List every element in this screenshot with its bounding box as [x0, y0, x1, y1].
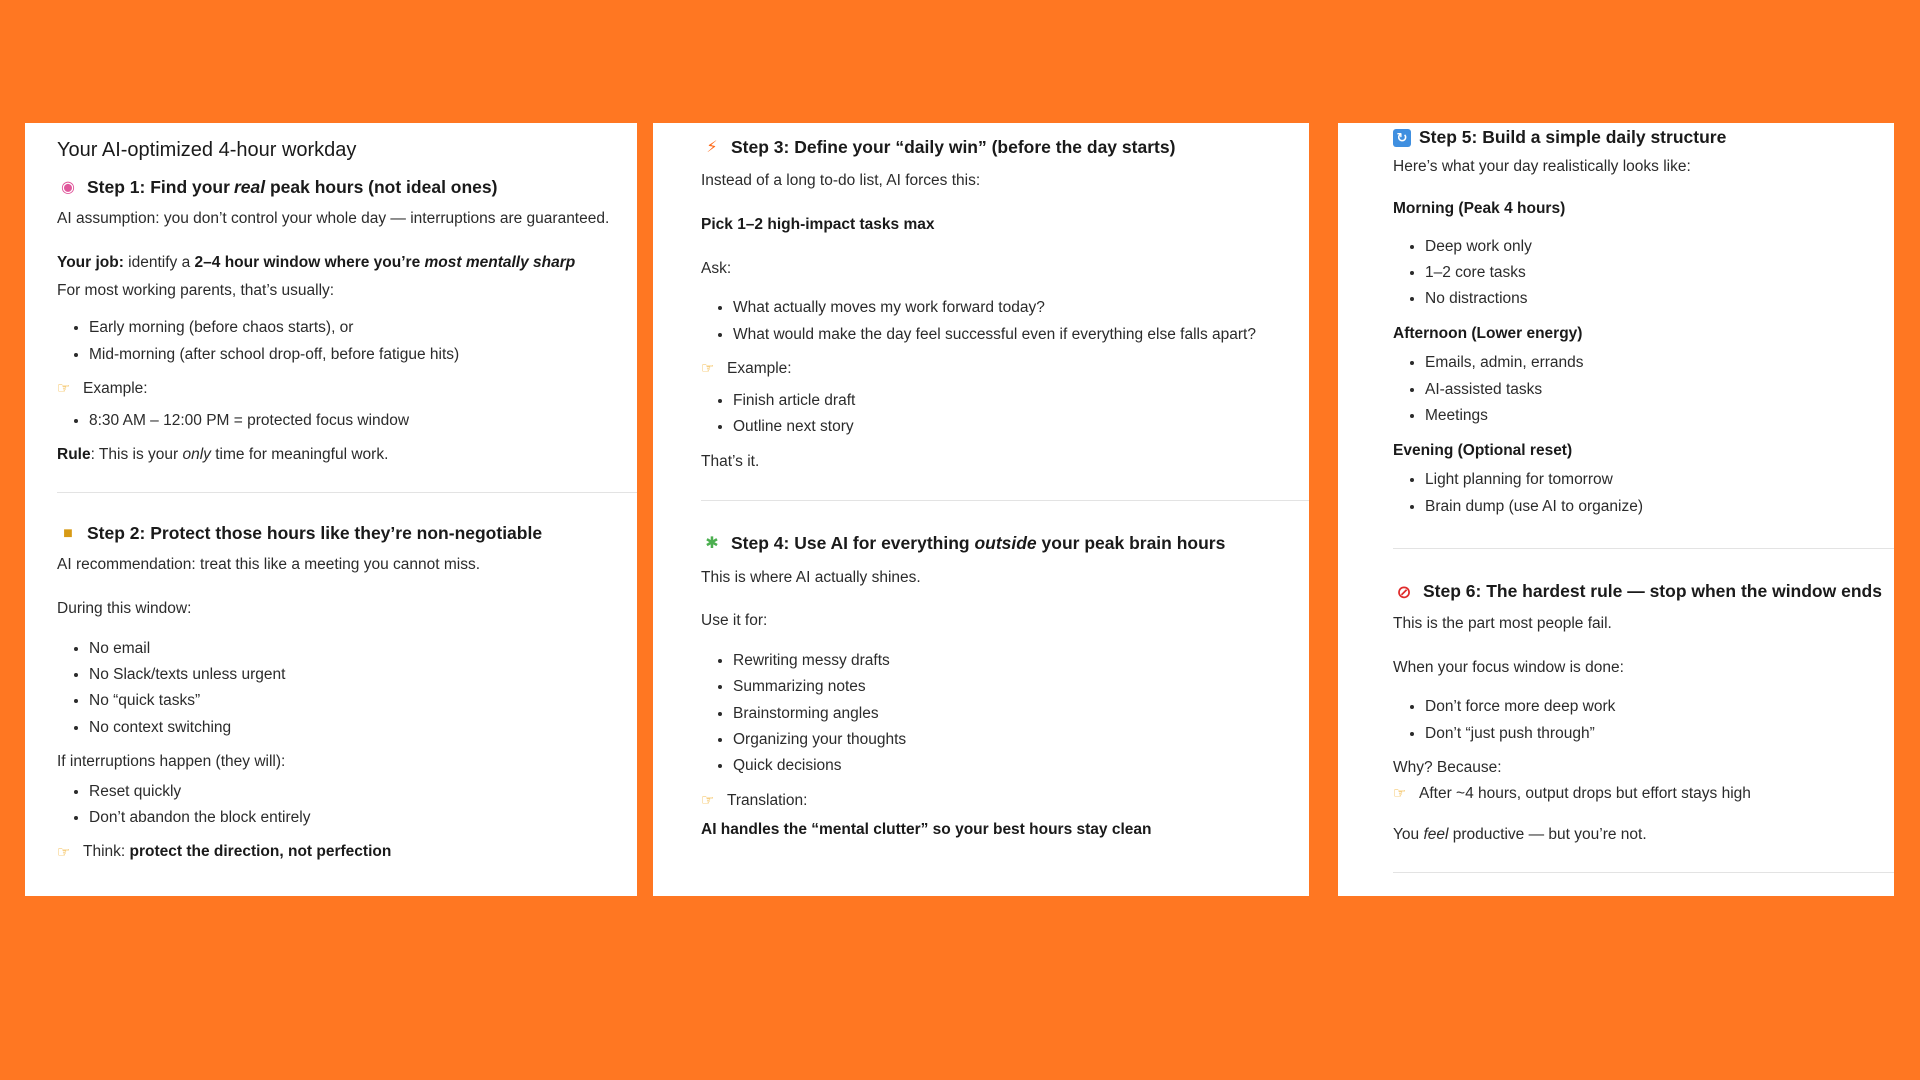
list-item: • Finish article draft [733, 388, 1309, 414]
think-bold: protect the direction, not perfection [129, 843, 392, 861]
list-item: • No “quick tasks” [89, 688, 637, 714]
think-label: Think: [83, 843, 130, 861]
step5-heading [1393, 125, 1894, 150]
list-item: • Don’t abandon the block entirely [89, 805, 637, 831]
pointing-hand-icon: ☞ [701, 360, 715, 378]
step1-heading-a: Step 1: Find your [87, 177, 230, 197]
step3-example-items [701, 388, 1309, 441]
step4-heading [701, 531, 1309, 556]
divider [1393, 548, 1894, 549]
step3-questions [701, 295, 1309, 348]
step1-heading-em: real [233, 177, 266, 197]
list-item: • Deep work only [1425, 234, 1894, 260]
list-item: • Mid-morning (after school drop-off, before fatigue hits) [89, 342, 637, 368]
feel-em: feel [1423, 826, 1449, 844]
step2-interruptions: If interruptions happen (they will): [57, 752, 286, 770]
step6-why: Why? Because: [1393, 759, 1502, 777]
step3-intro: Instead of a long to-do list, AI forces this: [701, 172, 981, 190]
step6-heading [1393, 579, 1894, 605]
step2-during: During this window: [57, 599, 192, 617]
step3-heading-text: Step 3: Define your “daily win” (before the day starts) [731, 137, 1176, 157]
pointing-hand-icon: ☞ [1393, 785, 1407, 803]
brain-icon: ◉ [61, 179, 75, 197]
list-item: • Brain dump (use AI to organize) [1425, 494, 1894, 520]
list-item: • Emails, admin, errands [1425, 350, 1894, 376]
step3-ask: Ask: [701, 259, 732, 277]
pointing-hand-icon: ☞ [701, 792, 715, 809]
list-item: • Summarizing notes [733, 674, 1309, 700]
step2-interruption-bullets [57, 779, 637, 832]
panel-steps-5-6 [1338, 123, 1894, 896]
step1-example-items [57, 408, 637, 434]
step4-uses [701, 648, 1309, 780]
job-label: Your job: [57, 254, 124, 272]
list-item: • Don’t force more deep work [1425, 694, 1894, 720]
afternoon-label: Afternoon (Lower energy) [1393, 324, 1583, 342]
morning-label: Morning (Peak 4 hours) [1393, 200, 1566, 218]
puzzle-icon: ✱ [705, 535, 719, 553]
step2-bullets [57, 636, 637, 741]
panel-steps-1-2 [25, 123, 637, 896]
lightning-icon: ⚡ [706, 139, 718, 157]
step1-job [57, 252, 637, 274]
divider [1393, 872, 1894, 873]
feel-b: productive — but you’re not. [1448, 826, 1647, 844]
list-item: • 8:30 AM – 12:00 PM = protected focus window [89, 408, 637, 434]
list-item: • Quick decisions [733, 753, 1309, 779]
evening-items [1393, 467, 1894, 520]
list-item: • What would make the day feel successful even if everything else falls apart? [733, 322, 1309, 348]
divider [701, 500, 1309, 501]
step5-heading-text: Step 5: Build a simple daily structure [1419, 127, 1727, 147]
list-item: • AI-assisted tasks [1425, 377, 1894, 403]
document-title: Your AI-optimized 4-hour workday [57, 139, 357, 161]
afternoon-items [1393, 350, 1894, 429]
step4-heading-a: Step 4: Use AI for everything [731, 533, 975, 554]
step4-intro: This is where AI actually shines. [701, 568, 921, 586]
rule-label: Rule [57, 446, 91, 464]
step4-use-for: Use it for: [701, 612, 768, 630]
step4-translation-text: AI handles the “mental clutter” so your best hours stay clean [701, 821, 1152, 839]
step2-think [57, 841, 637, 863]
translation-label: Translation: [727, 791, 808, 809]
step6-intro: This is the part most people fail. [1393, 614, 1612, 632]
pointing-hand-icon: ☞ [57, 380, 71, 398]
after-text: After ~4 hours, output drops but effort stays high [1419, 784, 1751, 802]
list-item: • No distractions [1425, 286, 1894, 312]
list-item: • 1–2 core tasks [1425, 260, 1894, 286]
morning-items [1393, 234, 1894, 313]
list-item: • Outline next story [733, 414, 1309, 440]
step3-example [701, 358, 1309, 380]
list-item: • Light planning for tomorrow [1425, 467, 1894, 493]
list-item: • Rewriting messy drafts [733, 648, 1309, 674]
step4-heading-b: your peak brain hours [1036, 533, 1226, 554]
example-label: Example: [727, 360, 792, 378]
step1-heading-b: peak hours (not ideal ones) [265, 177, 498, 197]
step1-heading [57, 175, 637, 200]
lock-icon: ■ [63, 524, 73, 542]
feel-a: You [1393, 826, 1424, 844]
step3-closing: That’s it. [701, 452, 760, 470]
list-item: • No context switching [89, 715, 637, 741]
step2-heading [57, 521, 637, 546]
list-item: • Meetings [1425, 403, 1894, 429]
step6-when-done: When your focus window is done: [1393, 658, 1624, 676]
job-a: identify a [123, 254, 195, 272]
step1-usually: For most working parents, that’s usually: [57, 281, 335, 299]
list-item: • Early morning (before chaos starts), or [89, 315, 637, 341]
prohibited-icon: ⊘ [1396, 581, 1412, 602]
rule-b: time for meaningful work. [210, 446, 389, 464]
example-label: Example: [83, 380, 148, 398]
job-bold: 2–4 hour window where you’re [194, 254, 425, 272]
list-item: • What actually moves my work forward today? [733, 295, 1309, 321]
step3-pick: Pick 1–2 high-impact tasks max [701, 216, 935, 234]
step5-intro: Here’s what your day realistically looks like: [1393, 158, 1691, 176]
list-item: • No email [89, 636, 637, 662]
list-item: • Reset quickly [89, 779, 637, 805]
step4-heading-em: outside [974, 533, 1037, 554]
step4-translation [701, 790, 1309, 812]
list-item: • No Slack/texts unless urgent [89, 662, 637, 688]
step6-heading-text: Step 6: The hardest rule — stop when the window ends [1423, 581, 1882, 602]
divider [57, 492, 637, 493]
step2-recommendation: AI recommendation: treat this like a meeting you cannot miss. [57, 556, 481, 574]
step6-bullets [1393, 694, 1894, 747]
list-item: • Brainstorming angles [733, 701, 1309, 727]
step2-heading-text: Step 2: Protect those hours like they’re non-negotiable [87, 522, 543, 543]
list-item: • Organizing your thoughts [733, 727, 1309, 753]
step1-rule [57, 444, 637, 466]
panel-steps-3-4 [653, 123, 1309, 896]
step1-assumption: AI assumption: you don’t control your whole day — interruptions are guaranteed. [57, 210, 610, 228]
pointing-hand-icon: ☞ [57, 843, 71, 861]
cycle-icon: ↻ [1393, 129, 1411, 147]
job-em: most mentally sharp [424, 254, 576, 272]
step6-after [1393, 783, 1894, 805]
step1-example [57, 378, 637, 400]
step3-heading [701, 135, 1309, 160]
rule-a: : This is your [90, 446, 183, 464]
list-item: • Don’t “just push through” [1425, 721, 1894, 747]
step1-bullets [57, 315, 637, 368]
rule-em: only [182, 446, 211, 464]
step6-feel [1393, 824, 1894, 846]
evening-label: Evening (Optional reset) [1393, 441, 1573, 459]
